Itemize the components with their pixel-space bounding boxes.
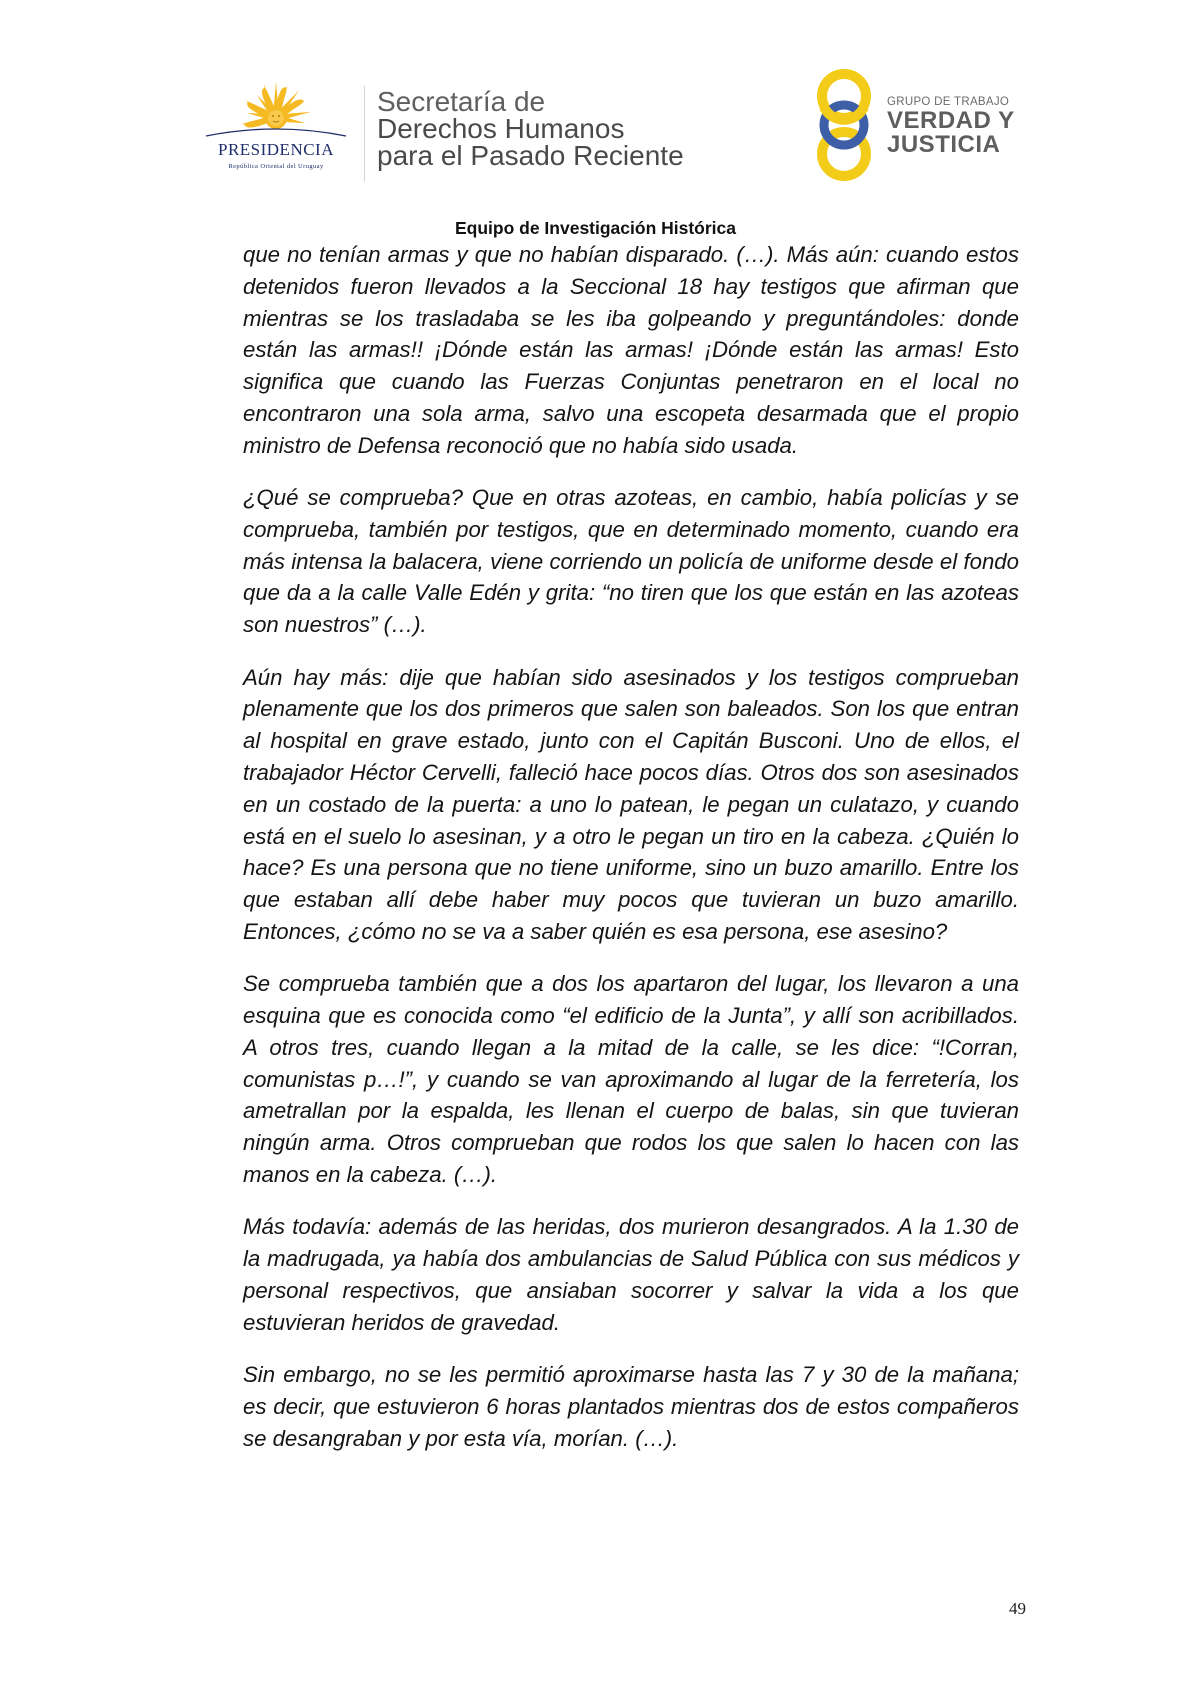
secretaria-line-1: Secretaría de xyxy=(377,86,546,117)
page-header xyxy=(0,0,1191,230)
section-title: Equipo de Investigación Histórica xyxy=(454,218,737,238)
paragraph-6: Sin embargo, no se les permitió aproximarse hasta las 7 y 30 de la mañana; es decir, que estuvieron 6 horas plantados mientras dos de estos compañeros se desangraban y por esta vía, morían. (…). xyxy=(243,1362,1019,1451)
presidencia-name: PRESIDENCIA xyxy=(217,140,334,159)
paragraph-2: ¿Qué se comprueba? Que en otras azoteas, en cambio, había policías y se comprueba, también por testigos, que en determinado momento, cuando era más intensa la balacera, viene corriendo un policía de uniforme desde el fondo que da a la calle Valle Edén y grita: “no tiren que los que están en las azoteas son nuestros” (…). xyxy=(243,485,1019,638)
paragraph-3: Aún hay más: dije que habían sido asesinados y los testigos comprueban plenamente que los dos primeros que salen son baleados. Son los que entran al hospital en grave estado, junto con el Capitán Busconi. Uno de ellos, el trabajador Héctor Cervelli, falleció hace pocos días. Otros dos son asesinados en un costado de la puerta: a uno lo patean, le pegan un culatazo, y cuando está en el suelo lo asesinan, y a otro le pegan un tiro en la cabeza. ¿Quién lo hace? Es una persona que no tiene uniforme, sino un buzo amarillo. Entre los que estaban allí debe haber muy pocos que tuvieran un buzo amarillo. Entonces, ¿cómo no se va a saber quién es esa persona, ese asesino? xyxy=(243,664,1019,944)
secretaria-line-2: Derechos Humanos xyxy=(377,113,625,144)
verdad-justicia-text xyxy=(887,96,1015,157)
header-divider xyxy=(364,86,365,182)
verdad-label: VERDAD Y xyxy=(887,107,1015,134)
presidencia-logo xyxy=(196,78,356,178)
secretaria-logo-text xyxy=(377,88,684,169)
document-body xyxy=(243,239,1019,1475)
grupo-trabajo-label: GRUPO DE TRABAJO xyxy=(887,96,1010,108)
paragraph-5: Más todavía: además de las heridas, dos murieron desangrados. A la 1.30 de la madrugada, ya había dos ambulancias de Salud Pública con sus médicos y personal respectivos, que ansiaban socorrer y salvar la vida a los que estuvieran heridos de gravedad. xyxy=(243,1214,1019,1335)
sun-emblem-icon xyxy=(196,78,356,140)
secretaria-line-3: para el Pasado Reciente xyxy=(377,140,684,171)
presidencia-subtitle: República Oriental del Uruguay xyxy=(228,163,324,170)
paragraph-4: Se comprueba también que a dos los apartaron del lugar, los llevaron a una esquina que es conocida como “el edificio de la Junta”, y allí son acribillados. A otros tres, cuando llegan a la mitad de la calle, se les dice: “!Corran, comunistas p…!”, y cuando se van aproximando al lugar de la ferretería, los ametrallan por la espalda, les llenan el cuerpo de balas, sin que tuvieran ningún arma. Otros comprueban que rodos los que salen lo hacen con las manos en la cabeza. (…). xyxy=(243,971,1019,1188)
paragraph-1: que no tenían armas y que no habían disparado. (…). Más aún: cuando estos detenidos fueron llevados a la Seccional 18 hay testigos que afirman que mientras se los trasladaba se les iba golpeando y preguntándoles: donde están las armas!! ¡Dónde están las armas! ¡Dónde están las armas! Esto significa que cuando las Fuerzas Conjuntas penetraron en el local no encontraron una sola arma, salvo una escopeta desarmada que el propio ministro de Defensa reconoció que no había sido usada. xyxy=(243,242,1019,458)
page-number: 49 xyxy=(1009,1599,1026,1618)
justicia-label: JUSTICIA xyxy=(887,131,1001,158)
